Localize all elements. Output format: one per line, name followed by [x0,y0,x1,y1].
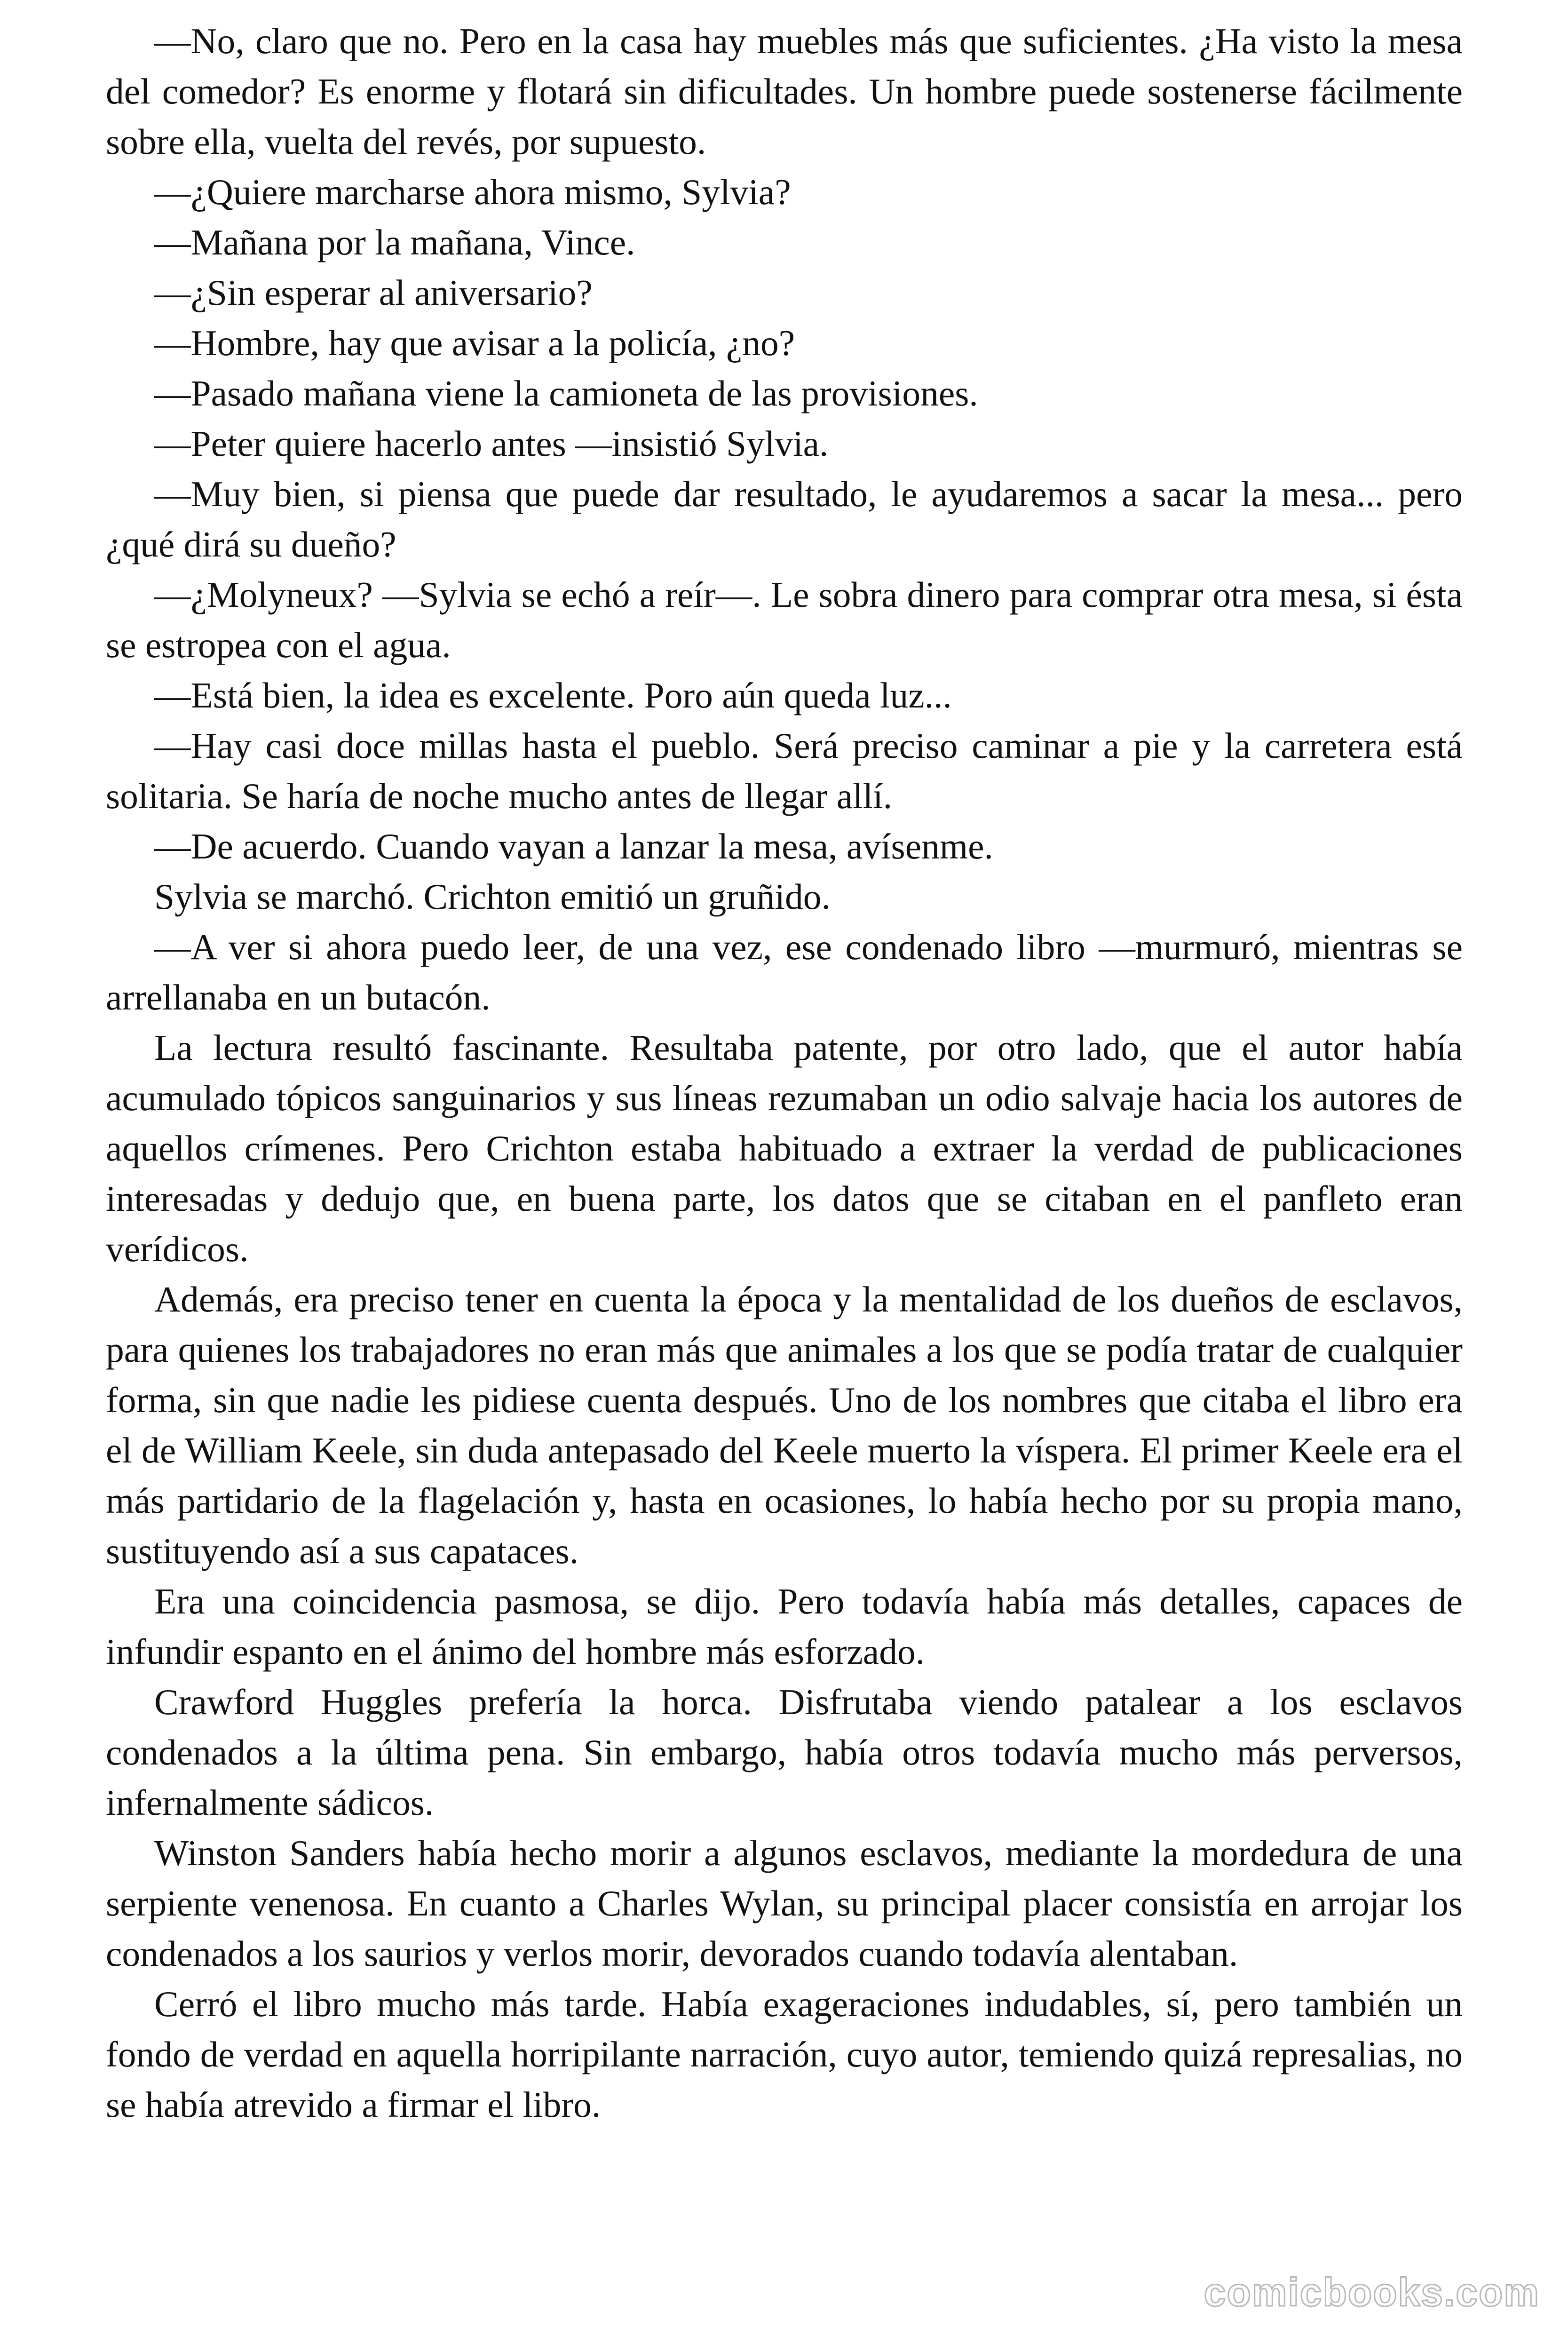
watermark: comicbooks.com [1204,2270,1540,2314]
paragraph: Sylvia se marchó. Crichton emitió un gruñido. [154,876,831,917]
paragraph: Crawford Huggles prefería la horca. Disfrutaba viendo patalear a los esclavos condenados a la última pena. Sin embargo, había otros todavía mucho más perversos, infernalmente sádicos. [106,1682,1463,1823]
paragraph: —Mañana por la mañana, Vince. [154,222,635,262]
page-text [106,16,1463,2130]
paragraph: —Hombre, hay que avisar a la policía, ¿no? [154,323,795,363]
paragraph: Cerró el libro mucho más tarde. Había exageraciones indudables, sí, pero también un fondo de verdad en aquella horripilante narración, cuyo autor, temiendo quizá represalias, no se había atrevido a firmar el libro. [106,1984,1463,2125]
paragraph: Además, era preciso tener en cuenta la época y la mentalidad de los dueños de esclavos, para quienes los trabajadores no eran más que animales a los que se podía tratar de cualquier forma, sin que nadie les pidiese cuenta después. Uno de los nombres que citaba el libro era el de William Keele, sin duda antepasado del Keele muerto la víspera. El primer Keele era el más partidario de la flagelación y, hasta en ocasiones, lo había hecho por su propia mano, sustituyendo así a sus capataces. [106,1279,1463,1571]
paragraph: La lectura resultó fascinante. Resultaba patente, por otro lado, que el autor había acumulado tópicos sanguinarios y sus líneas rezumaban un odio salvaje hacia los autores de aquellos crímenes. Pero Crichton estaba habituado a extraer la verdad de publicaciones interesadas y dedujo que, en buena parte, los datos que se citaban en el panfleto eran verídicos. [106,1027,1463,1269]
paragraph: Winston Sanders había hecho morir a algunos esclavos, mediante la mordedura de una serpiente venenosa. En cuanto a Charles Wylan, su principal placer consistía en arrojar los condenados a los saurios y verlos morir, devorados cuando todavía alentaban. [106,1833,1463,1974]
paragraph: —¿Sin esperar al aniversario? [154,272,593,313]
paragraph: —¿Quiere marcharse ahora mismo, Sylvia? [154,172,791,212]
paragraph: Era una coincidencia pasmosa, se dijo. Pero todavía había más detalles, capaces de infundir espanto en el ánimo del hombre más esforzado. [106,1581,1463,1672]
paragraph: —A ver si ahora puedo leer, de una vez, ese condenado libro —murmuró, mientras se arrellanaba en un butacón. [106,927,1463,1017]
paragraph: —¿Molyneux? —Sylvia se echó a reír—. Le sobra dinero para comprar otra mesa, si ésta se estropea con el agua. [106,574,1463,665]
paragraph: —Muy bien, si piensa que puede dar resultado, le ayudaremos a sacar la mesa... pero ¿qué dirá su dueño? [106,474,1463,564]
paragraph: —Hay casi doce millas hasta el pueblo. Será preciso caminar a pie y la carretera está solitaria. Se haría de noche mucho antes de llegar allí. [106,725,1463,816]
paragraph: —Pasado mañana viene la camioneta de las provisiones. [154,373,978,413]
paragraph: —Está bien, la idea es excelente. Poro aún queda luz... [154,675,952,715]
paragraph: —Peter quiere hacerlo antes —insistió Sylvia. [154,423,829,464]
paragraph: —No, claro que no. Pero en la casa hay muebles más que suficientes. ¿Ha visto la mesa del comedor? Es enorme y flotará sin dificultades. Un hombre puede sostenerse fácilmente sobre ella, vuelta del revés, por supuesto. [106,21,1463,162]
paragraph: —De acuerdo. Cuando vayan a lanzar la mesa, avísenme. [154,826,993,866]
